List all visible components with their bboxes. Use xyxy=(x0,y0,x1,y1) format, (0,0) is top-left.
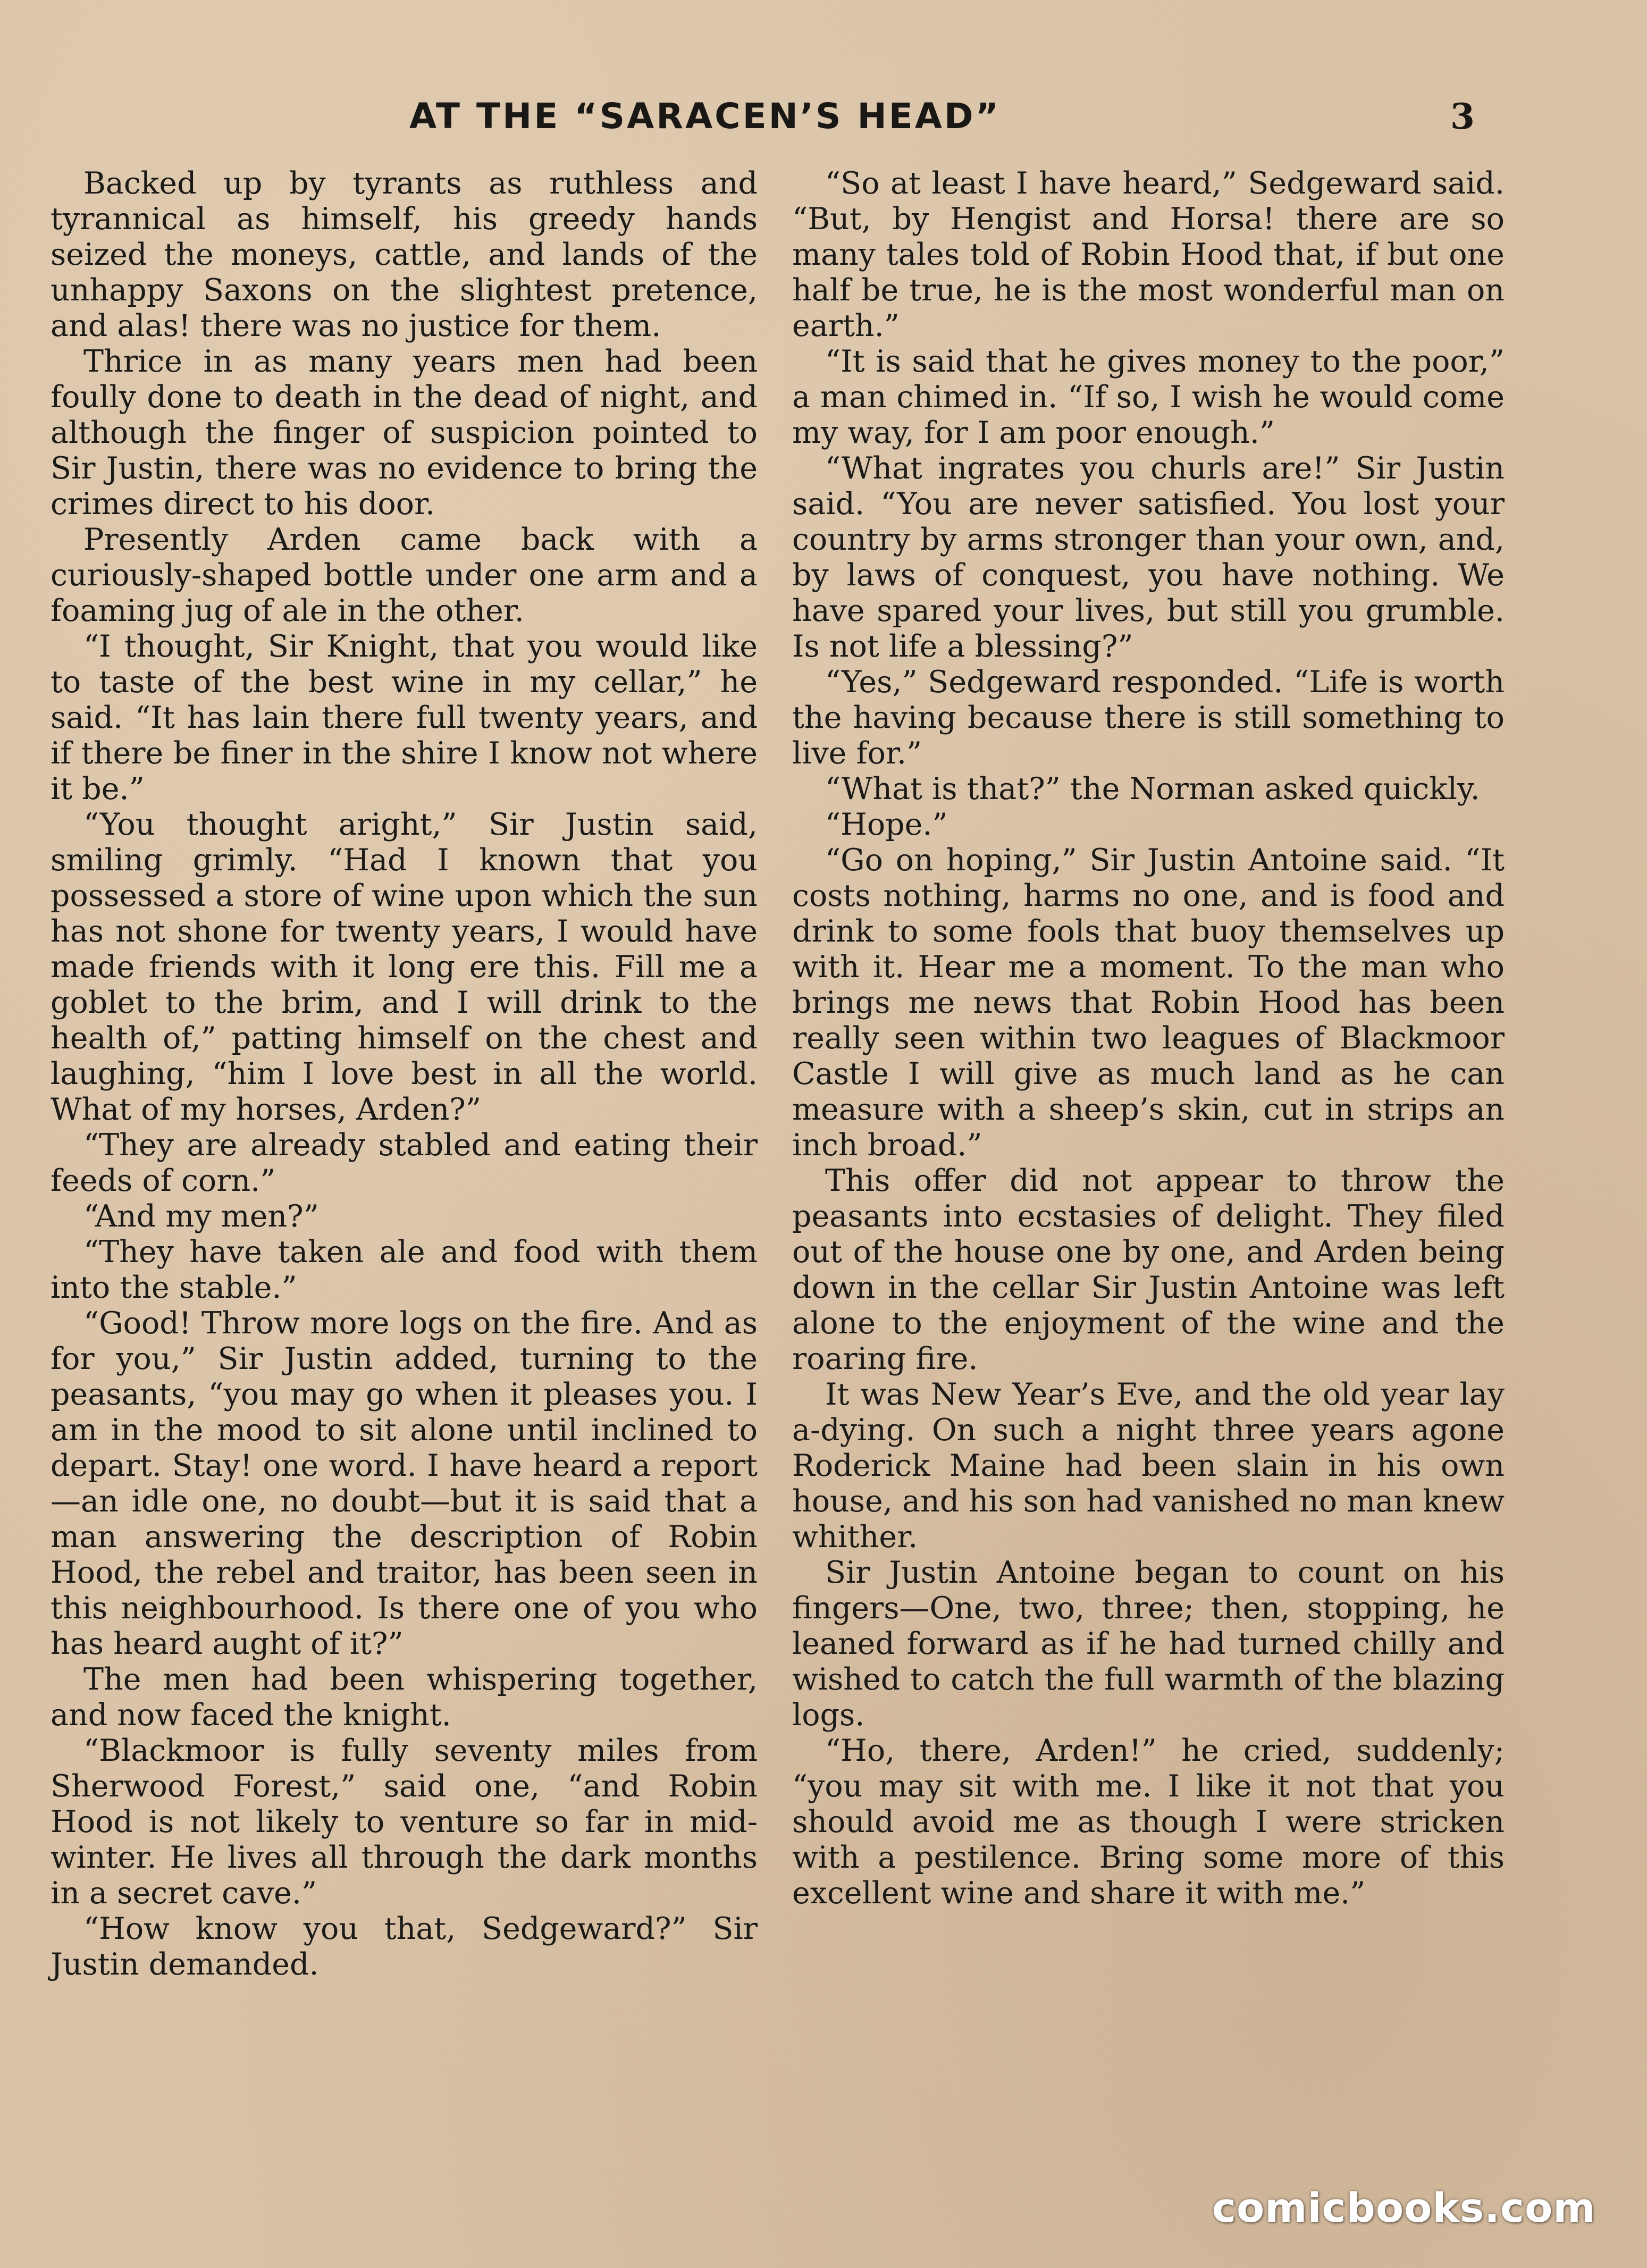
paragraph: Sir Justin Antoine began to count on his fingers—One, two, three; then, stopping, he leaned forward as if he had turned chilly and wished to catch the full warmth of the blazing logs. xyxy=(792,1555,1505,1733)
paragraph: The men had been whispering together, and now faced the knight. xyxy=(51,1662,758,1733)
left-text-column xyxy=(51,166,758,1983)
paragraph: Presently Arden came back with a curiously-shaped bottle under one arm and a foaming jug of ale in the other. xyxy=(51,522,758,628)
paragraph: “They have taken ale and food with them into the stable.” xyxy=(51,1234,758,1305)
paragraph: “Blackmoor is fully seventy miles from Sherwood Forest,” said one, “and Robin Hood is not likely to venture so far in mid-winter. He lives all through the dark months in a secret cave.” xyxy=(51,1733,758,1911)
paragraph: “Good! Throw more logs on the fire. And as for you,” Sir Justin added, turning to the peasants, “you may go when it pleases you. I am in the mood to sit alone until inclined to depart. Stay! one word. I have heard a report—an idle one, no doubt—but it is said that a man answering the description of Robin Hood, the rebel and traitor, has been seen in this neighbourhood. Is there one of you who has heard aught of it?” xyxy=(51,1306,758,1661)
paragraph: “What is that?” the Norman asked quickly. xyxy=(825,771,1480,807)
paragraph: This offer did not appear to throw the peasants into ecstasies of delight. They filed out of the house one by one, and Arden being down in the cellar Sir Justin Antoine was left alone to the enjoyment of the wine and the roaring fire. xyxy=(792,1163,1505,1376)
paragraph: “I thought, Sir Knight, that you would like to taste of the best wine in my cellar,” he said. “It has lain there full twenty years, and if there be finer in the shire I know not where it be.” xyxy=(51,629,758,807)
paragraph: “You thought aright,” Sir Justin said, smiling grimly. “Had I known that you possessed a store of wine upon which the sun has not shone for twenty years, I would have made friends with it long ere this. Fill me a goblet to the brim, and I will drink to the health of,” patting himself on the chest and laughing, “him I love best in all the world. What of my horses, Arden?” xyxy=(51,807,758,1127)
paragraph: “Hope.” xyxy=(825,807,948,842)
paragraph: “How know you that, Sedgeward?” Sir Justin demanded. xyxy=(51,1911,758,1982)
page-number: 3 xyxy=(1450,96,1475,137)
page-header xyxy=(0,96,1647,154)
paragraph: “Yes,” Sedgeward responded. “Life is worth the having because there is still something to live for.” xyxy=(792,665,1505,771)
paragraph: Thrice in as many years men had been foully done to death in the dead of night, and although the finger of suspicion pointed to Sir Justin, there was no evidence to bring the crimes direct to his door. xyxy=(51,344,758,522)
paragraph: It was New Year’s Eve, and the old year lay a-dying. On such a night three years agone Roderick Maine had been slain in his own house, and his son had vanished no man knew whither. xyxy=(792,1377,1505,1555)
paragraph: Backed up by tyrants as ruthless and tyrannical as himself, his greedy hands seized the moneys, cattle, and lands of the unhappy Saxons on the slightest pretence, and alas! there was no justice for them. xyxy=(51,166,758,343)
paragraph: “What ingrates you churls are!” Sir Justin said. “You are never satisfied. You lost your country by arms stronger than your own, and, by laws of conquest, you have nothing. We have spared your lives, but still you grumble. Is not life a blessing?” xyxy=(792,451,1505,664)
paragraph: “Ho, there, Arden!” he cried, suddenly; “you may sit with me. I like it not that you should avoid me as though I were stricken with a pestilence. Bring some more of this excellent wine and share it with me.” xyxy=(792,1733,1505,1911)
running-title: AT THE “SARACEN’S HEAD” xyxy=(409,96,1001,137)
paragraph: “And my men?” xyxy=(83,1199,319,1234)
paragraph: “It is said that he gives money to the poor,” a man chimed in. “If so, I wish he would come my way, for I am poor enough.” xyxy=(792,344,1505,450)
paragraph: “So at least I have heard,” Sedgeward said. “But, by Hengist and Horsa! there are so many tales told of Robin Hood that, if but one half be true, he is the most wonderful man on earth.” xyxy=(792,166,1505,343)
paragraph: “Go on hoping,” Sir Justin Antoine said. “It costs nothing, harms no one, and is food and drink to some fools that buoy themselves up with it. Hear me a moment. To the man who brings me news that Robin Hood has been really seen within two leagues of Blackmoor Castle I will give as much land as he can measure with a sheep’s skin, cut in strips an inch broad.” xyxy=(792,843,1505,1163)
site-watermark: comicbooks.com xyxy=(1212,2184,1596,2231)
right-text-column xyxy=(792,166,1505,1911)
paragraph: “They are already stabled and eating their feeds of corn.” xyxy=(51,1128,758,1198)
